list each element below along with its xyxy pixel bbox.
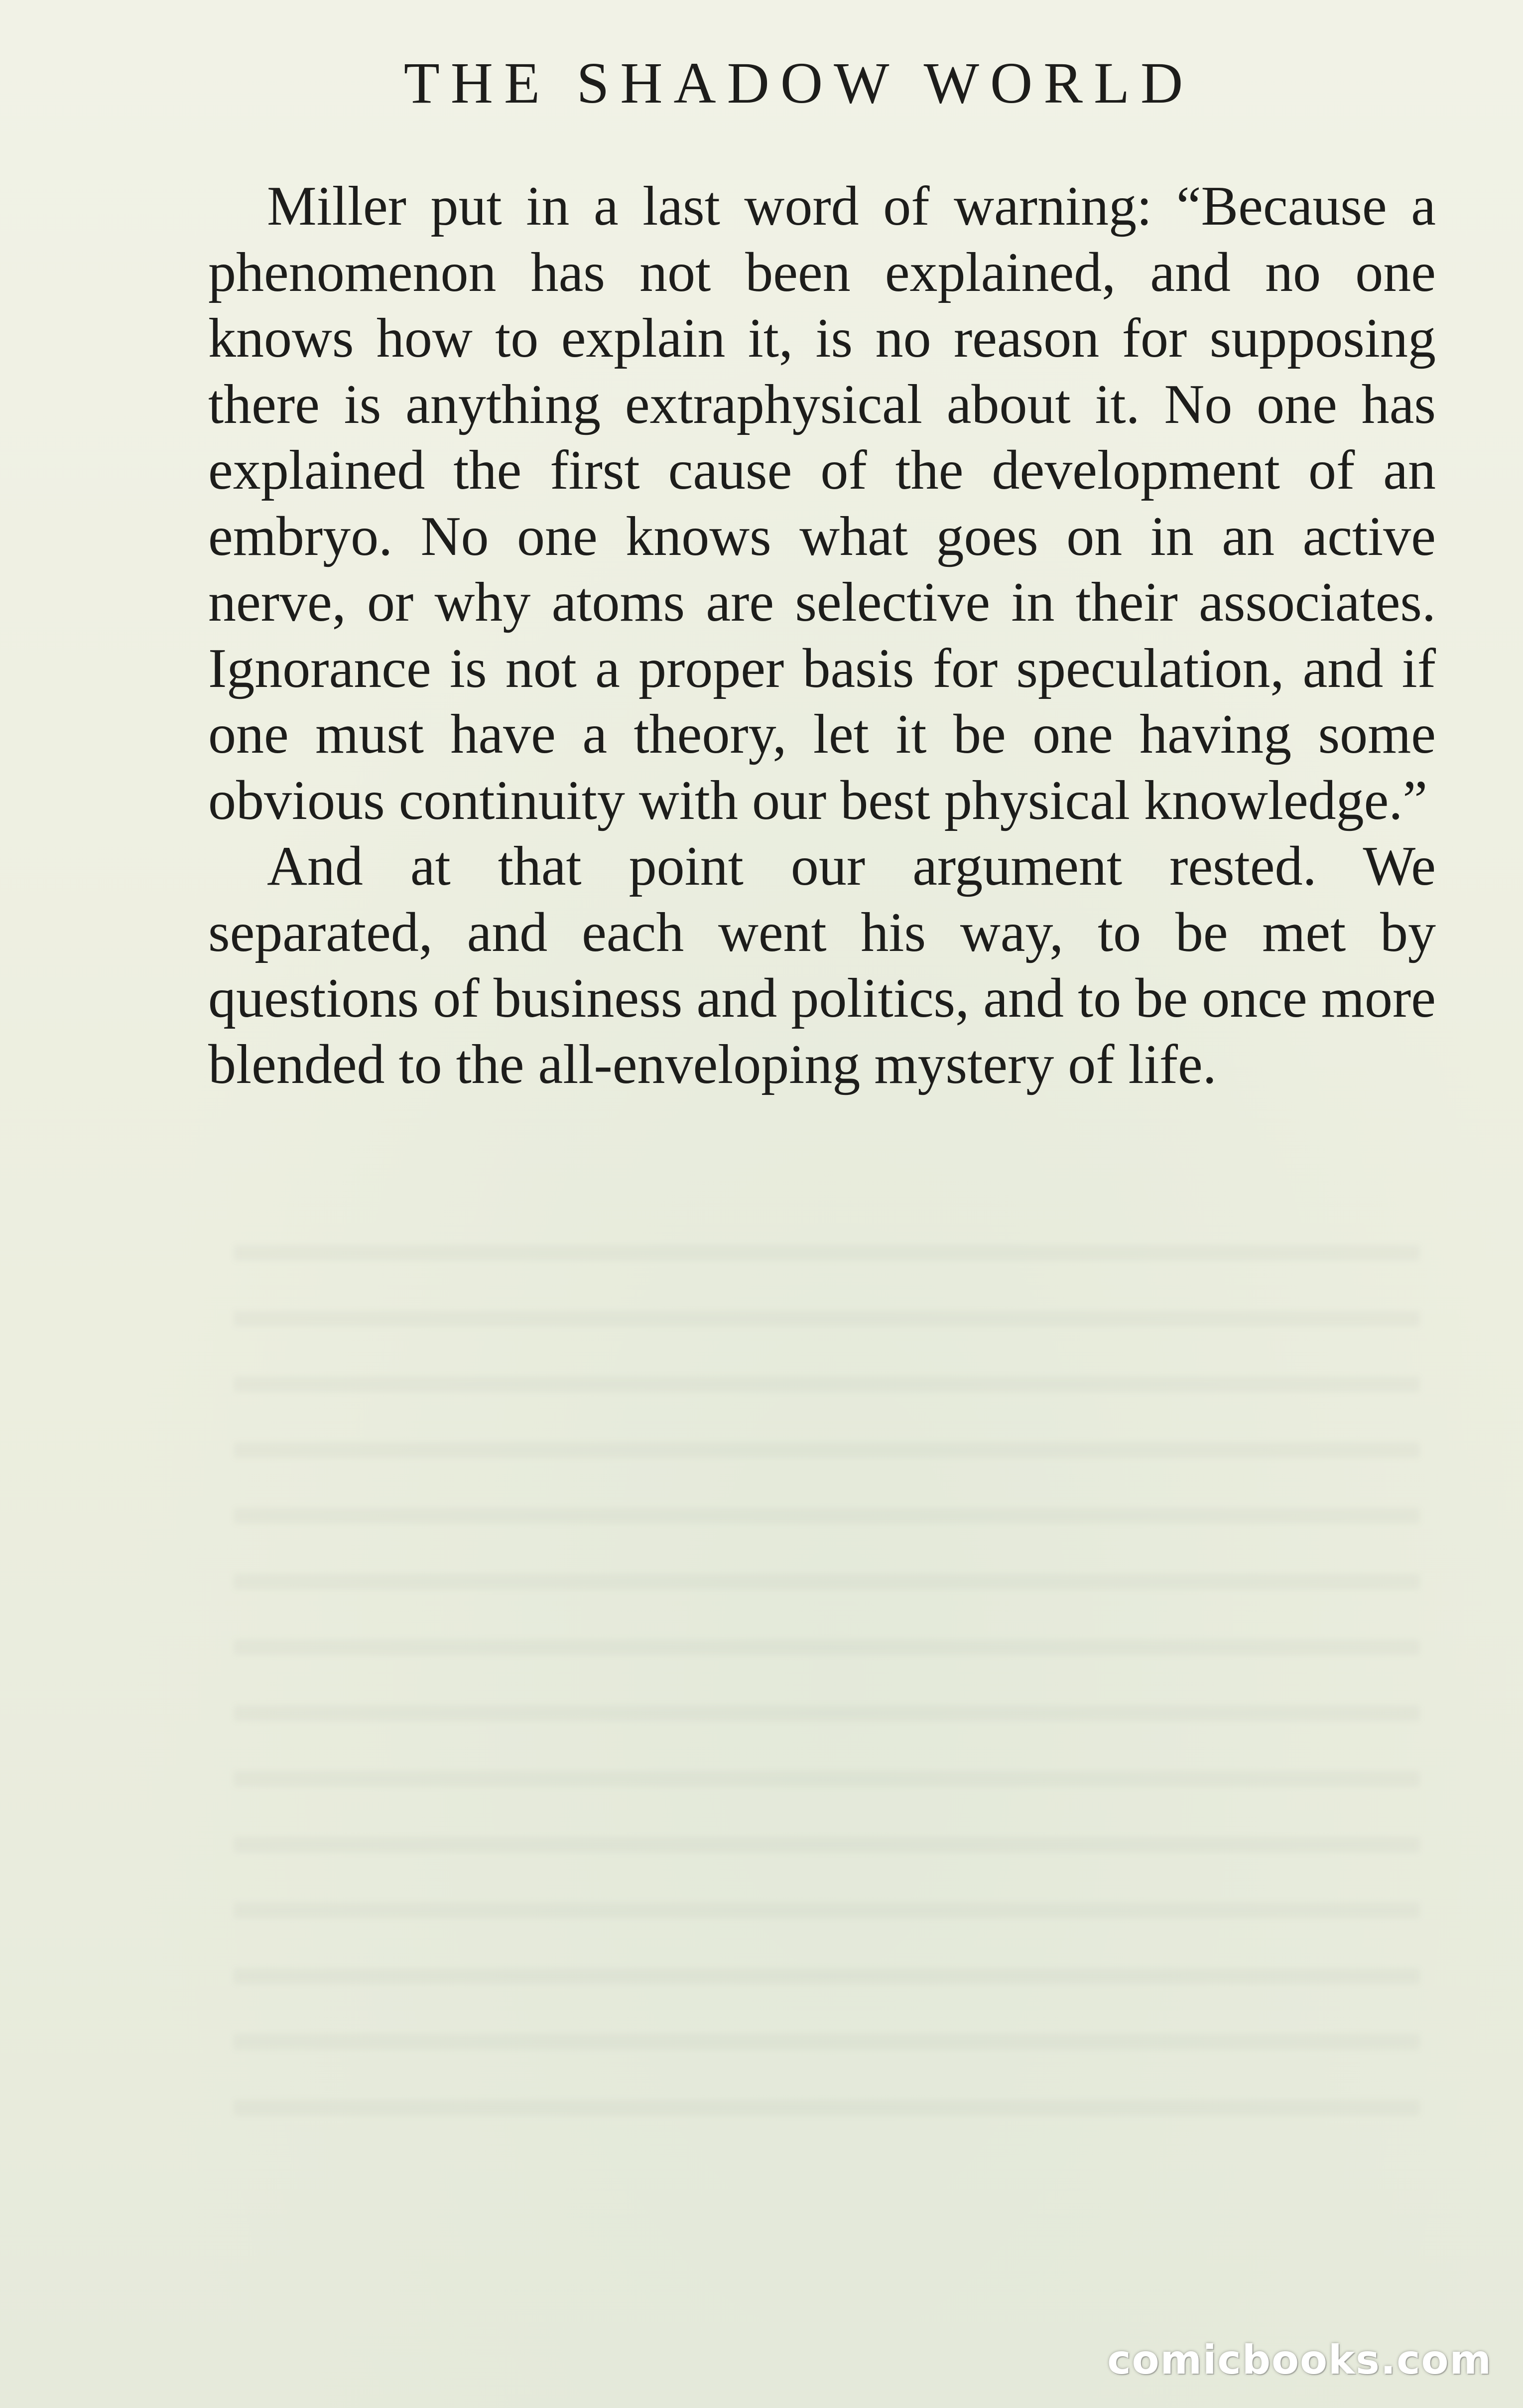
watermark: comicbooks.com xyxy=(1107,2337,1492,2383)
paragraph-2: And at that point our argument rested. We separated, and each went his way, to be met by questions of business and politics, and to be once more blended to the all-enveloping mystery of life. xyxy=(208,835,1436,1095)
running-header: THE SHADOW WORLD xyxy=(403,50,1194,116)
paragraph-1: Miller put in a last word of warning: “Because a phenomenon has not been explained, and no one knows how to explain it, is no reason for supposing there is anything extraphysical about it. No one has explained the first cause of the development of an embryo. No one knows what goes on in an active nerve, or why atoms are selective in their associates. Ignorance is not a proper basis for speculation, and if one must have a theory, let it be one having some obvious continuity with our best physical knowledge.” xyxy=(208,175,1436,831)
show-through-bleed xyxy=(234,1205,1419,2152)
body-text xyxy=(208,173,1436,1097)
